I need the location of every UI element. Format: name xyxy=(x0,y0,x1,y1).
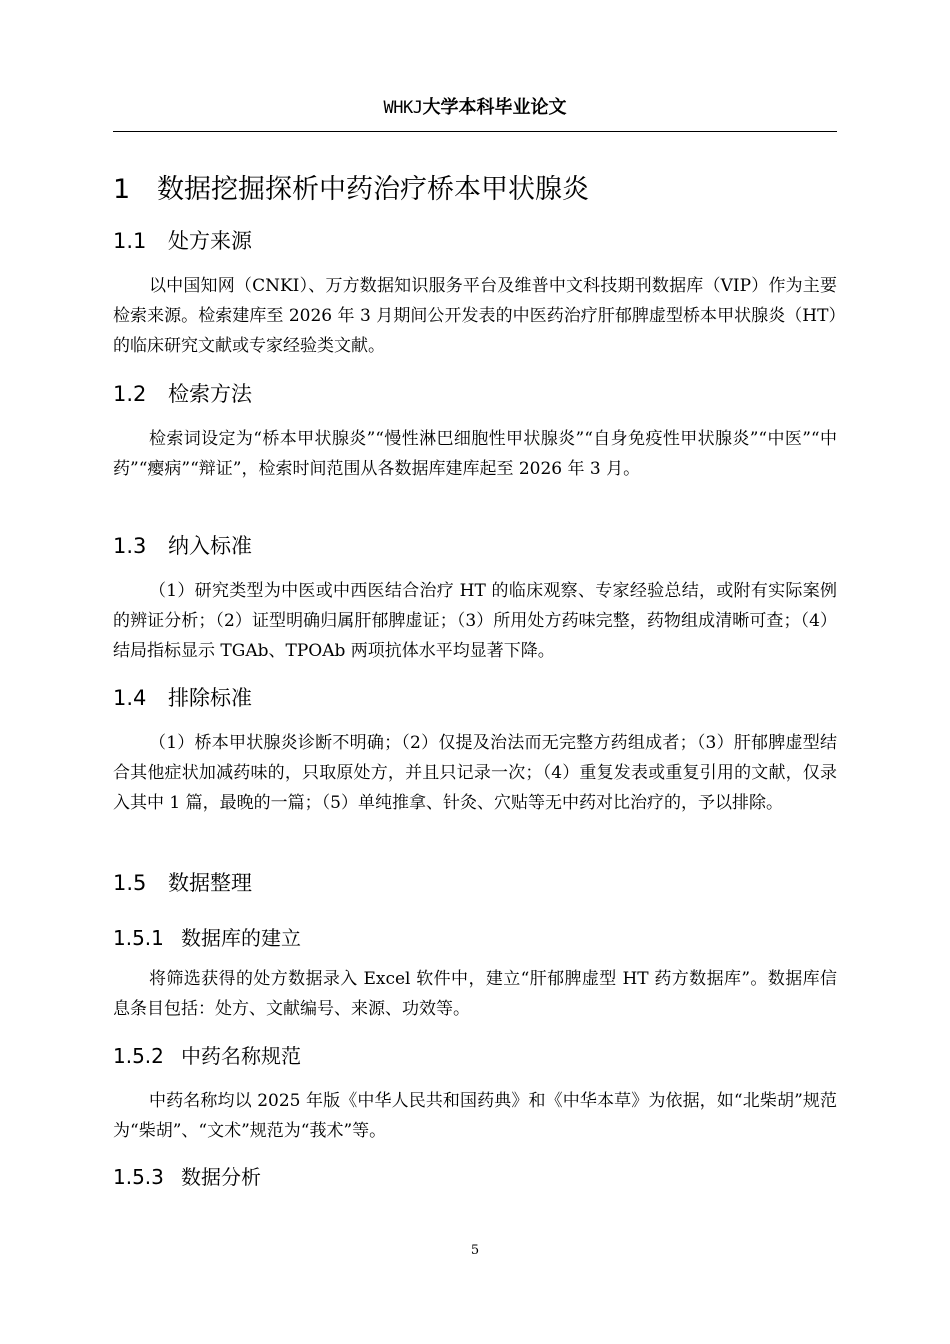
chapter-title: 数据挖掘探析中药治疗桥本甲状腺炎 xyxy=(157,174,589,205)
section-heading-1-3 xyxy=(113,531,252,561)
header-university-abbr: WHKJ xyxy=(383,98,423,118)
section-paragraph-1-2: 检索词设定为“桥本甲状腺炎”“慢性淋巴细胞性甲状腺炎”“自身免疫性甲状腺炎”“中医”“中药”“瘿病”“辩证”，检索时间范围从各数据库建库起至 2026 年 3 月。 xyxy=(113,429,837,479)
subsection-heading-1-5-3 xyxy=(113,1162,261,1192)
section-number: 1.5 xyxy=(113,871,147,895)
section-paragraph-1-3: （1）研究类型为中医或中西医结合治疗 HT 的临床观察、专家经验总结，或附有实际案例的辨证分析；（2）证型明确归属肝郁脾虚证；（3）所用处方药味完整，药物组成清晰可查；（4）结局指标显示 TGAb、TPOAb 两项抗体水平均显著下降。 xyxy=(113,581,837,661)
section-number: 1.4 xyxy=(113,686,147,710)
section-title: 处方来源 xyxy=(168,229,252,253)
chapter-heading xyxy=(113,172,589,208)
running-header xyxy=(0,94,950,122)
section-title: 检索方法 xyxy=(168,382,252,406)
subsection-paragraph-1-5-1: 将筛选获得的处方数据录入 Excel 软件中，建立“肝郁脾虚型 HT 药方数据库”。数据库信息条目包括：处方、文献编号、来源、功效等。 xyxy=(113,969,837,1019)
section-heading-1-1 xyxy=(113,226,252,256)
section-paragraph-1-1: 以中国知网（CNKI）、万方数据知识服务平台及维普中文科技期刊数据库（VIP）作为主要检索来源。检索建库至 2026 年 3 月期间公开发表的中医药治疗肝郁脾虚型桥本甲状腺炎（HT）的临床研究文献或专家经验类文献。 xyxy=(113,276,837,356)
subsection-number: 1.5.2 xyxy=(113,1044,164,1068)
subsection-number: 1.5.3 xyxy=(113,1165,164,1189)
section-heading-1-4 xyxy=(113,683,252,713)
subsection-heading-1-5-2 xyxy=(113,1041,301,1071)
subsection-paragraph-1-5-2: 中药名称均以 2025 年版《中华人民共和国药典》和《中华本草》为依据，如“北柴胡”规范为“柴胡”、“文术”规范为“莪术”等。 xyxy=(113,1091,837,1141)
subsection-title: 中药名称规范 xyxy=(181,1044,301,1068)
subsection-number: 1.5.1 xyxy=(113,926,164,950)
page-number: 5 xyxy=(470,1243,480,1258)
header-title: 大学本科毕业论文 xyxy=(422,97,567,118)
section-paragraph-1-4: （1）桥本甲状腺炎诊断不明确；（2）仅提及治法而无完整方药组成者；（3）肝郁脾虚型结合其他症状加减药味的，只取原处方，并且只记录一次；（4）重复发表或重复引用的文献，仅录入其中 1 篇，最晚的一篇；（5）单纯推拿、针灸、穴贴等无中药对比治疗的，予以排除。 xyxy=(113,733,837,813)
chapter-number: 1 xyxy=(113,174,131,205)
section-title: 排除标准 xyxy=(168,686,252,710)
subsection-title: 数据库的建立 xyxy=(181,926,301,950)
section-heading-1-5 xyxy=(113,868,252,898)
section-number: 1.3 xyxy=(113,534,147,558)
subsection-title: 数据分析 xyxy=(181,1165,261,1189)
section-heading-1-2 xyxy=(113,379,252,409)
header-rule xyxy=(113,131,837,132)
section-title: 数据整理 xyxy=(168,871,252,895)
section-number: 1.2 xyxy=(113,382,147,406)
section-title: 纳入标准 xyxy=(168,534,252,558)
subsection-heading-1-5-1 xyxy=(113,923,301,953)
section-number: 1.1 xyxy=(113,229,147,253)
